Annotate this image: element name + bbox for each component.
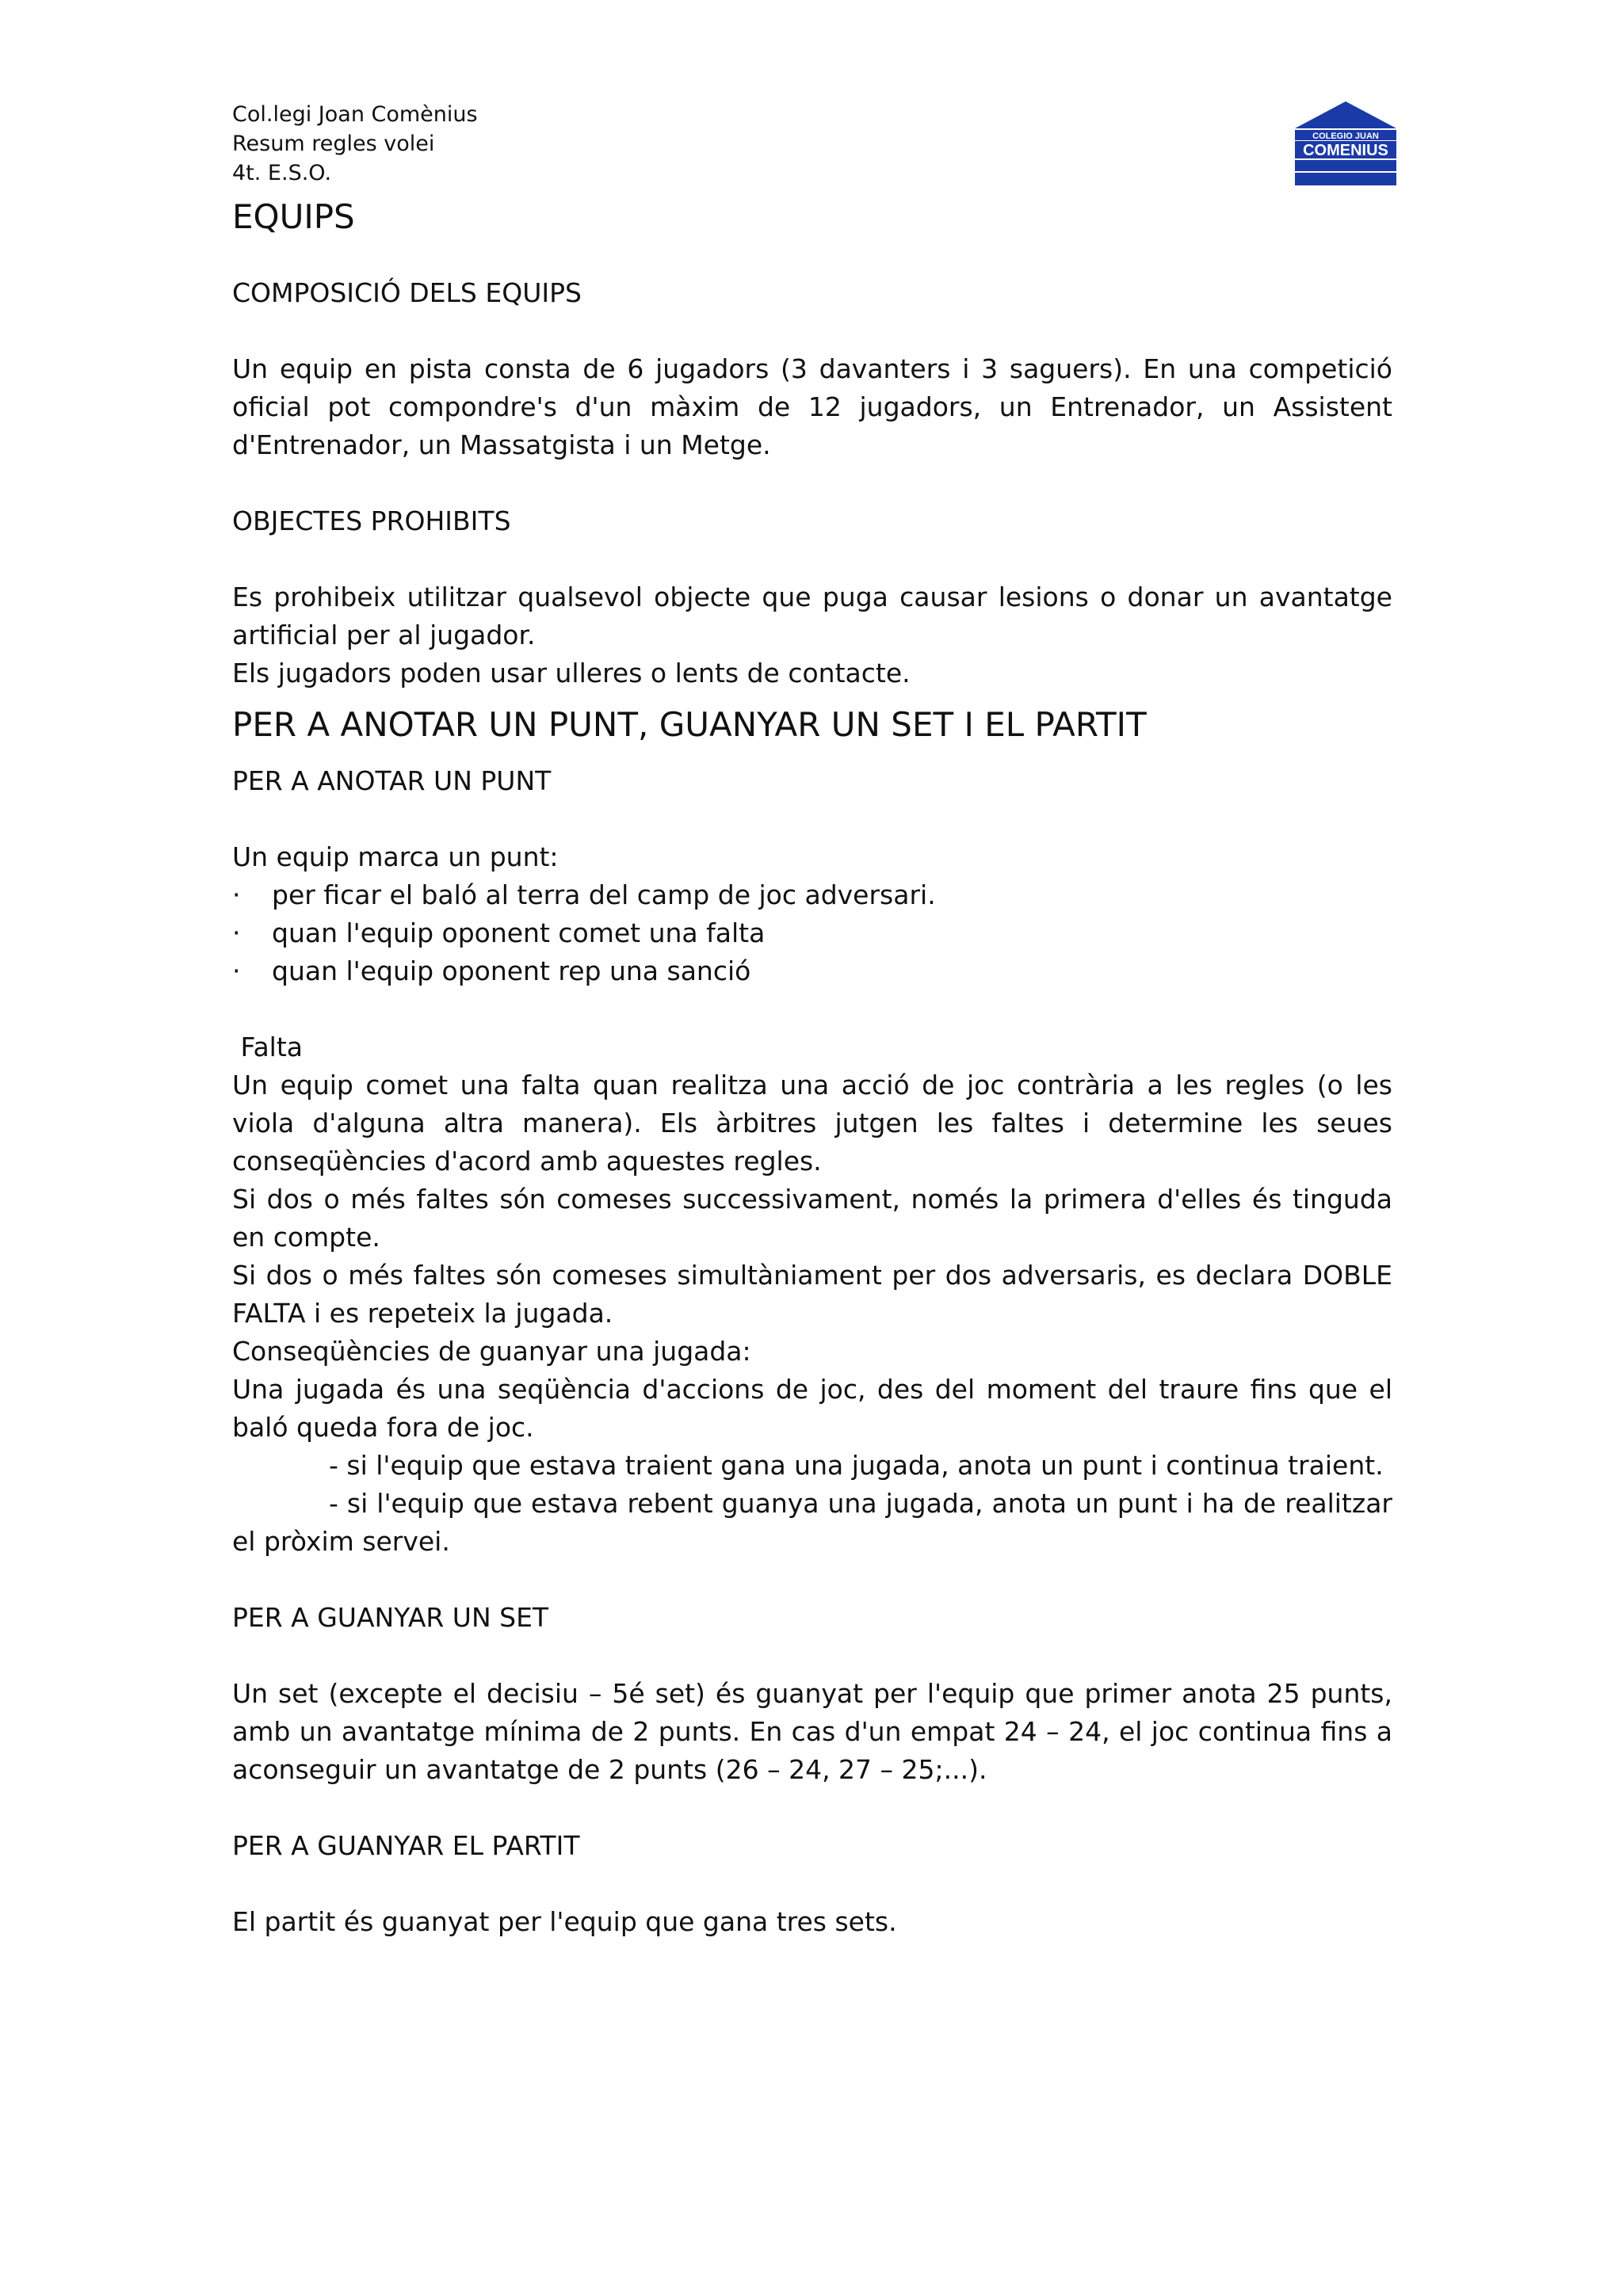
paragraph-faltes-successives: Si dos o més faltes són comeses successivament, només la primera d'elles és tinguda en compte. [232,1184,1392,1253]
subheading-consequencies: Conseqüències de guanyar una jugada: [232,1336,751,1367]
list-item-text: per ficar el baló al terra del camp de joc adversari. [272,879,936,910]
logo-text-bottom: COMENIUS [1303,142,1388,159]
bullet-marker: · [232,955,241,986]
school-logo [1295,101,1396,185]
subheading-falta: Falta [232,1032,303,1062]
subheading-guanyar-partit: PER A GUANYAR EL PARTIT [232,1830,580,1861]
document-body [232,274,1392,1941]
paragraph-jugada: Una jugada és una seqüència d'accions de joc, des del moment del traure fins que el baló queda fora de joc. [232,1374,1392,1443]
paragraph-equip-rebent: - si l'equip que estava rebent guanya una jugada, anota un punt i ha de realitzar el pròxim servei. [232,1488,1392,1557]
list-item-text: quan l'equip oponent comet una falta [272,917,766,948]
header-school: Col.legi Joan Comènius [232,102,478,127]
list-item [232,914,1392,952]
paragraph-doble-falta: Si dos o més faltes són comeses simultàniament per dos adversaris, es declara DOBLE FALTA i es repeteix la jugada. [232,1260,1392,1329]
subheading-guanyar-set: PER A GUANYAR UN SET [232,1602,549,1633]
header-course: 4t. E.S.O. [232,161,332,185]
list-item [232,952,1392,990]
logo-text-top: COLEGIO JUAN [1312,132,1379,141]
section-title-equips: EQUIPS [232,197,355,236]
paragraph-composicio: Un equip en pista consta de 6 jugadors (3 davanters i 3 saguers). En una competició oficial pot compondre's d'un màxim de 12 jugadors, un Entrenador, un Assistent d'Entrenador, un Massatgista i un Metge. [232,353,1392,460]
bullet-marker: · [232,917,241,948]
subheading-anotar-punt: PER A ANOTAR UN PUNT [232,765,552,796]
paragraph-falta: Un equip comet una falta quan realitza una acció de joc contrària a les regles (o les viola d'alguna altra manera). Els àrbitres jutgen les faltes i determine les seues conseqüències d'acord amb aquestes regles. [232,1070,1392,1177]
bullet-marker: · [232,879,241,910]
header-subject: Resum regles volei [232,132,435,156]
paragraph-marca-punt: Un equip marca un punt: [232,841,559,872]
subheading-objectes: OBJECTES PROHIBITS [232,505,511,536]
list-item [232,876,1392,914]
paragraph-ulleres: Els jugadors poden usar ulleres o lents de contacte. [232,658,911,688]
document-header [232,100,478,188]
paragraph-guanyar-set: Un set (excepte el decisiu – 5é set) és guanyat per l'equip que primer anota 25 punts, amb un avantatge mínima de 2 punts. En cas d'un empat 24 – 24, el joc continua fins a aconseguir un avantatge de 2 punts (26 – 24, 27 – 25;...). [232,1678,1392,1785]
paragraph-guanyar-partit: El partit és guanyat per l'equip que gana tres sets. [232,1906,897,1937]
list-item-text: quan l'equip oponent rep una sanció [272,955,751,986]
paragraph-equip-traient: - si l'equip que estava traient gana una jugada, anota un punt i continua traient. [329,1450,1384,1481]
subheading-composicio: COMPOSICIÓ DELS EQUIPS [232,277,582,308]
section-title-punt: PER A ANOTAR UN PUNT, GUANYAR UN SET I EL PARTIT [232,705,1147,744]
paragraph-objectes: Es prohibeix utilitzar qualsevol objecte que puga causar lesions o donar un avantatge artificial per al jugador. [232,582,1392,650]
